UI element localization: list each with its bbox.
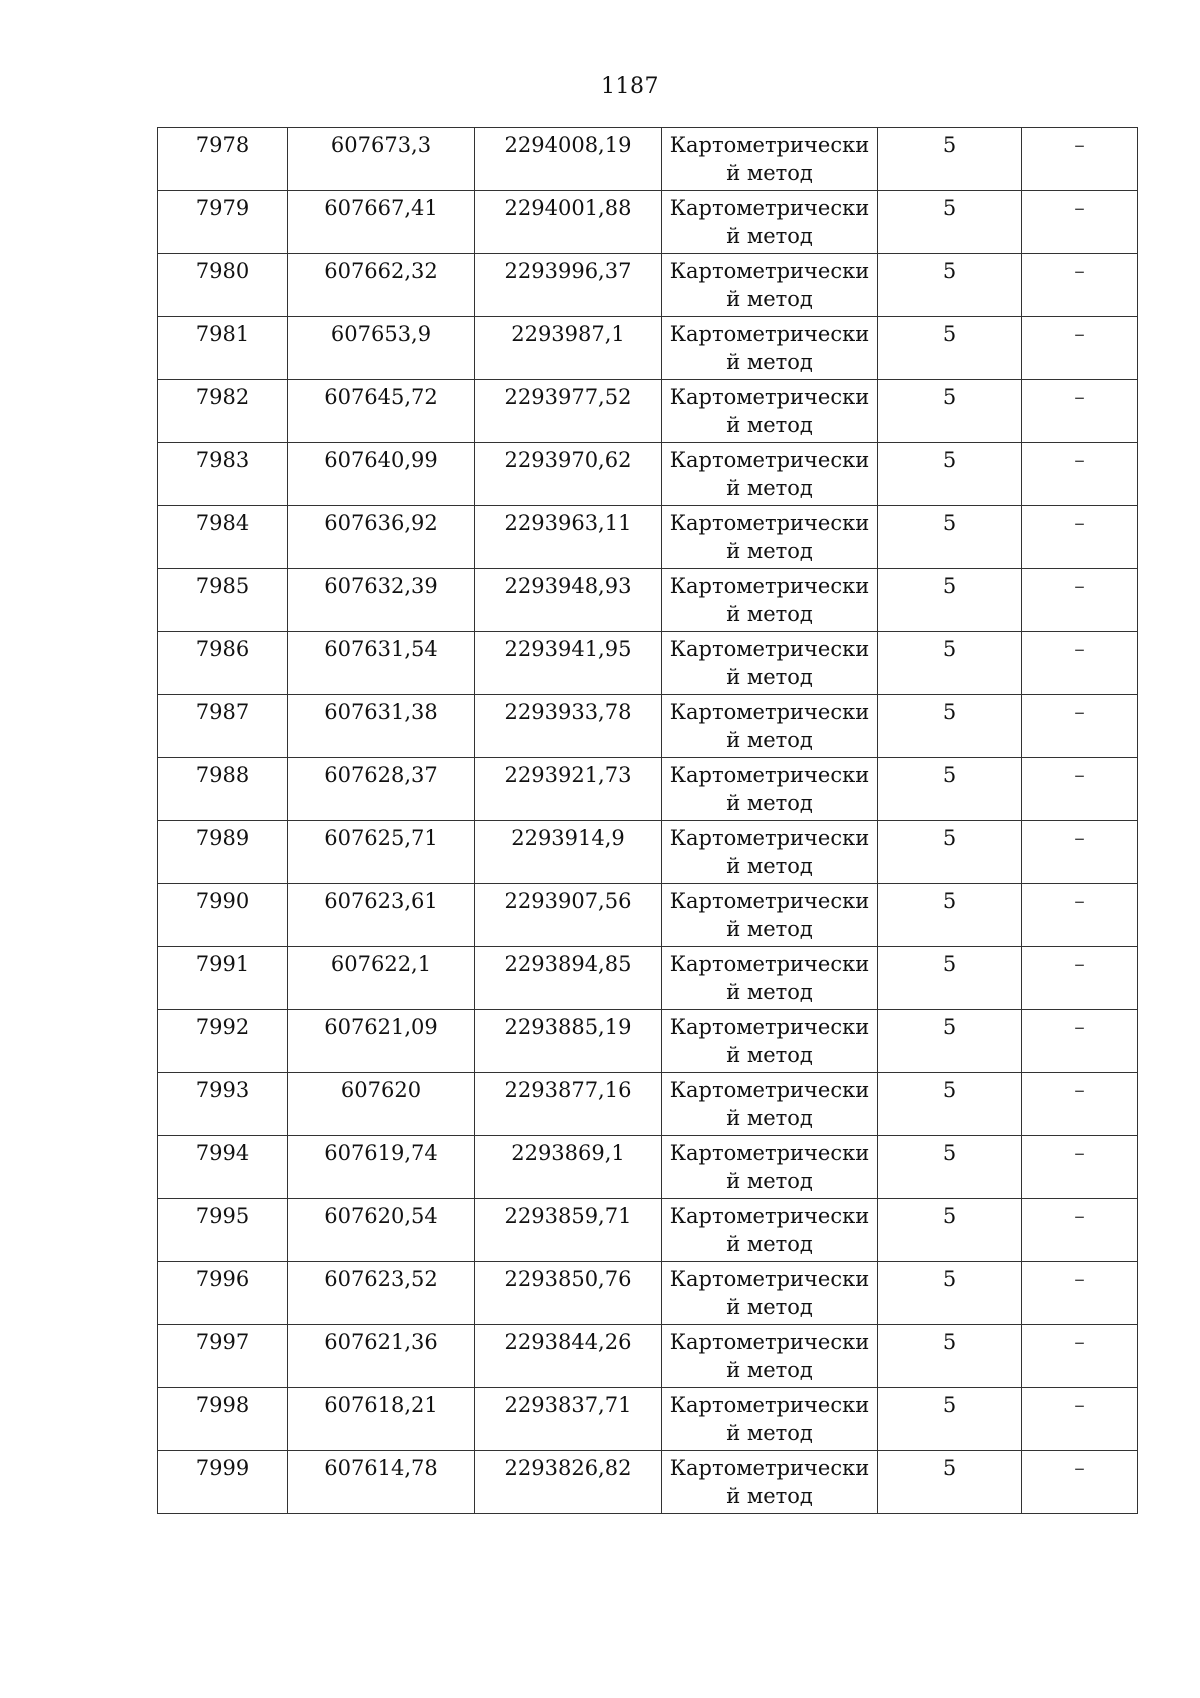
cell-coord-x: 607631,54 [288, 632, 475, 695]
table-row [158, 1451, 1138, 1514]
cell-accuracy: 5 [878, 1451, 1022, 1514]
cell-coord-x: 607640,99 [288, 443, 475, 506]
cell-coord-x: 607619,74 [288, 1136, 475, 1199]
cell-accuracy: 5 [878, 695, 1022, 758]
cell-coord-y: 2293914,9 [475, 821, 662, 884]
cell-accuracy: 5 [878, 506, 1022, 569]
cell-coord-x: 607628,37 [288, 758, 475, 821]
cell-accuracy: 5 [878, 947, 1022, 1010]
table-row [158, 1073, 1138, 1136]
cell-coord-y: 2293977,52 [475, 380, 662, 443]
cell-accuracy: 5 [878, 1325, 1022, 1388]
cell-coord-y: 2293826,82 [475, 1451, 662, 1514]
cell-accuracy: 5 [878, 254, 1022, 317]
cell-point-number: 7988 [158, 758, 288, 821]
cell-coord-x: 607632,39 [288, 569, 475, 632]
cell-coord-y: 2293996,37 [475, 254, 662, 317]
cell-accuracy: 5 [878, 128, 1022, 191]
table-row [158, 569, 1138, 632]
cell-point-number: 7992 [158, 1010, 288, 1073]
cell-method: Картометрически й метод [662, 1136, 878, 1199]
cell-method: Картометрически й метод [662, 380, 878, 443]
cell-point-number: 7985 [158, 569, 288, 632]
cell-point-number: 7979 [158, 191, 288, 254]
cell-point-number: 7990 [158, 884, 288, 947]
cell-remark: – [1022, 191, 1138, 254]
cell-remark: – [1022, 1451, 1138, 1514]
cell-remark: – [1022, 443, 1138, 506]
cell-method: Картометрически й метод [662, 317, 878, 380]
cell-coord-y: 2293837,71 [475, 1388, 662, 1451]
cell-accuracy: 5 [878, 1136, 1022, 1199]
cell-coord-y: 2293877,16 [475, 1073, 662, 1136]
coordinates-table [157, 127, 1138, 1514]
cell-remark: – [1022, 380, 1138, 443]
cell-point-number: 7994 [158, 1136, 288, 1199]
cell-coord-y: 2293970,62 [475, 443, 662, 506]
cell-remark: – [1022, 1325, 1138, 1388]
cell-method: Картометрически й метод [662, 884, 878, 947]
cell-method: Картометрически й метод [662, 1388, 878, 1451]
cell-coord-y: 2293850,76 [475, 1262, 662, 1325]
cell-remark: – [1022, 632, 1138, 695]
cell-coord-x: 607614,78 [288, 1451, 475, 1514]
cell-remark: – [1022, 569, 1138, 632]
cell-coord-x: 607636,92 [288, 506, 475, 569]
table-row [158, 695, 1138, 758]
cell-coord-x: 607631,38 [288, 695, 475, 758]
table-row [158, 1010, 1138, 1073]
cell-method: Картометрически й метод [662, 569, 878, 632]
table-row [158, 443, 1138, 506]
cell-coord-x: 607620,54 [288, 1199, 475, 1262]
cell-coord-y: 2293894,85 [475, 947, 662, 1010]
cell-remark: – [1022, 758, 1138, 821]
cell-coord-x: 607623,61 [288, 884, 475, 947]
table-row [158, 128, 1138, 191]
cell-point-number: 7997 [158, 1325, 288, 1388]
cell-coord-y: 2293869,1 [475, 1136, 662, 1199]
table-row [158, 1136, 1138, 1199]
cell-point-number: 7991 [158, 947, 288, 1010]
table-row [158, 1388, 1138, 1451]
cell-remark: – [1022, 1199, 1138, 1262]
cell-method: Картометрически й метод [662, 1073, 878, 1136]
cell-coord-y: 2294001,88 [475, 191, 662, 254]
cell-point-number: 7998 [158, 1388, 288, 1451]
cell-coord-y: 2293907,56 [475, 884, 662, 947]
cell-remark: – [1022, 884, 1138, 947]
cell-method: Картометрически й метод [662, 821, 878, 884]
table-row [158, 758, 1138, 821]
cell-method: Картометрически й метод [662, 506, 878, 569]
cell-coord-y: 2293941,95 [475, 632, 662, 695]
cell-accuracy: 5 [878, 1073, 1022, 1136]
table-row [158, 506, 1138, 569]
cell-accuracy: 5 [878, 758, 1022, 821]
cell-coord-y: 2293844,26 [475, 1325, 662, 1388]
cell-point-number: 7984 [158, 506, 288, 569]
cell-remark: – [1022, 128, 1138, 191]
cell-remark: – [1022, 821, 1138, 884]
cell-point-number: 7996 [158, 1262, 288, 1325]
table-row [158, 632, 1138, 695]
cell-coord-y: 2293921,73 [475, 758, 662, 821]
cell-method: Картометрически й метод [662, 632, 878, 695]
cell-point-number: 7980 [158, 254, 288, 317]
cell-point-number: 7987 [158, 695, 288, 758]
cell-method: Картометрически й метод [662, 128, 878, 191]
cell-method: Картометрически й метод [662, 1262, 878, 1325]
cell-coord-x: 607622,1 [288, 947, 475, 1010]
cell-coord-x: 607620 [288, 1073, 475, 1136]
cell-point-number: 7983 [158, 443, 288, 506]
cell-remark: – [1022, 254, 1138, 317]
cell-point-number: 7986 [158, 632, 288, 695]
cell-coord-x: 607645,72 [288, 380, 475, 443]
cell-method: Картометрически й метод [662, 1010, 878, 1073]
cell-remark: – [1022, 1136, 1138, 1199]
cell-accuracy: 5 [878, 1262, 1022, 1325]
cell-method: Картометрически й метод [662, 1325, 878, 1388]
cell-method: Картометрически й метод [662, 254, 878, 317]
cell-accuracy: 5 [878, 1199, 1022, 1262]
cell-coord-y: 2293933,78 [475, 695, 662, 758]
cell-method: Картометрически й метод [662, 1199, 878, 1262]
cell-coord-y: 2293987,1 [475, 317, 662, 380]
cell-method: Картометрически й метод [662, 443, 878, 506]
cell-point-number: 7981 [158, 317, 288, 380]
table-row [158, 1325, 1138, 1388]
cell-accuracy: 5 [878, 317, 1022, 380]
table-row [158, 1199, 1138, 1262]
table-row [158, 947, 1138, 1010]
cell-method: Картометрически й метод [662, 695, 878, 758]
cell-method: Картометрически й метод [662, 1451, 878, 1514]
cell-coord-y: 2293859,71 [475, 1199, 662, 1262]
cell-method: Картометрически й метод [662, 947, 878, 1010]
cell-coord-x: 607621,36 [288, 1325, 475, 1388]
cell-coord-y: 2293948,93 [475, 569, 662, 632]
cell-accuracy: 5 [878, 443, 1022, 506]
cell-accuracy: 5 [878, 632, 1022, 695]
cell-coord-x: 607625,71 [288, 821, 475, 884]
cell-coord-x: 607618,21 [288, 1388, 475, 1451]
cell-method: Картометрически й метод [662, 758, 878, 821]
cell-remark: – [1022, 1073, 1138, 1136]
cell-remark: – [1022, 506, 1138, 569]
coordinates-table-body [158, 128, 1138, 1514]
table-row [158, 380, 1138, 443]
cell-coord-x: 607673,3 [288, 128, 475, 191]
cell-accuracy: 5 [878, 569, 1022, 632]
cell-accuracy: 5 [878, 884, 1022, 947]
cell-remark: – [1022, 947, 1138, 1010]
cell-point-number: 7978 [158, 128, 288, 191]
cell-accuracy: 5 [878, 191, 1022, 254]
table-row [158, 884, 1138, 947]
cell-remark: – [1022, 695, 1138, 758]
cell-point-number: 7993 [158, 1073, 288, 1136]
table-row [158, 191, 1138, 254]
cell-coord-y: 2293885,19 [475, 1010, 662, 1073]
cell-point-number: 7995 [158, 1199, 288, 1262]
cell-coord-y: 2293963,11 [475, 506, 662, 569]
cell-point-number: 7989 [158, 821, 288, 884]
cell-remark: – [1022, 317, 1138, 380]
cell-coord-y: 2294008,19 [475, 128, 662, 191]
cell-accuracy: 5 [878, 1010, 1022, 1073]
table-row [158, 821, 1138, 884]
cell-remark: – [1022, 1262, 1138, 1325]
cell-remark: – [1022, 1388, 1138, 1451]
cell-accuracy: 5 [878, 821, 1022, 884]
cell-method: Картометрически й метод [662, 191, 878, 254]
cell-remark: – [1022, 1010, 1138, 1073]
cell-point-number: 7999 [158, 1451, 288, 1514]
table-row [158, 254, 1138, 317]
cell-coord-x: 607653,9 [288, 317, 475, 380]
cell-coord-x: 607667,41 [288, 191, 475, 254]
cell-accuracy: 5 [878, 380, 1022, 443]
cell-point-number: 7982 [158, 380, 288, 443]
cell-coord-x: 607621,09 [288, 1010, 475, 1073]
cell-accuracy: 5 [878, 1388, 1022, 1451]
cell-coord-x: 607662,32 [288, 254, 475, 317]
page-number: 1187 [601, 74, 659, 99]
table-row [158, 1262, 1138, 1325]
table-row [158, 317, 1138, 380]
cell-coord-x: 607623,52 [288, 1262, 475, 1325]
